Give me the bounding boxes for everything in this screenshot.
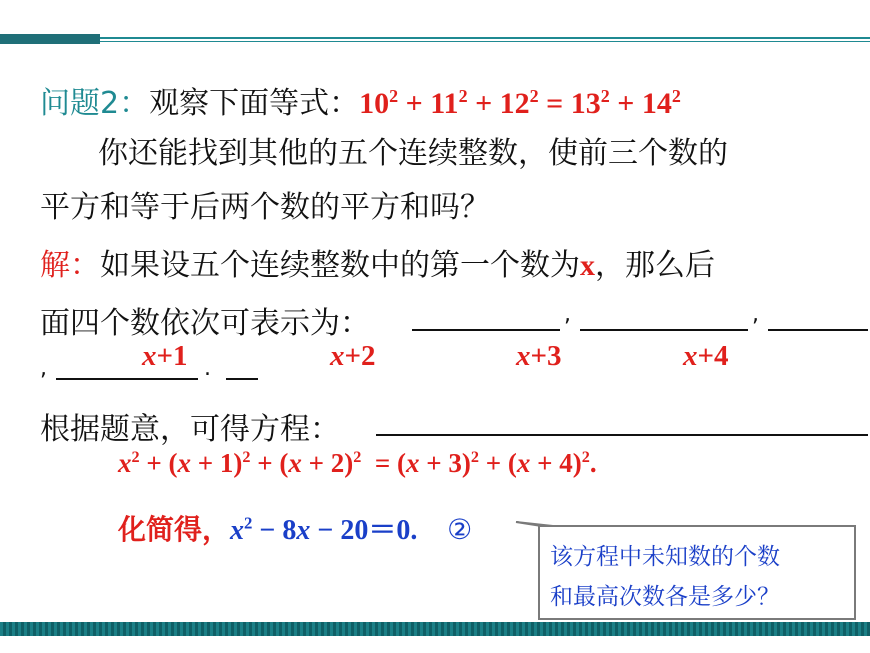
callout-line-1: 该方程中未知数的个数 bbox=[550, 544, 780, 570]
simplified-line: 化简得，$x^2 - 8x - 20=0$. ② bbox=[118, 513, 473, 546]
answer-3: x+3 bbox=[516, 340, 562, 372]
equation-prompt: 根据题意，可得方程： bbox=[40, 412, 340, 447]
footer-band bbox=[0, 622, 870, 636]
simplified-equation: $x^2 - 8x - 20=0$. bbox=[230, 513, 418, 546]
answer-1: x+1 bbox=[142, 340, 188, 372]
solution-label: 解： bbox=[40, 248, 100, 283]
variable-x: x bbox=[580, 249, 595, 282]
problem-intro: 观察下面等式： bbox=[149, 86, 360, 121]
solution-line-1: 解：如果设五个连续整数中的第一个数为x，那么后 bbox=[40, 248, 715, 283]
callout-box bbox=[538, 525, 856, 620]
problem-line-2: 你还能找到其他的五个连续整数，使前三个数的 bbox=[98, 136, 728, 171]
solution-line-2: 面四个数依次可表示为： bbox=[40, 306, 370, 341]
circled-two: ② bbox=[447, 513, 473, 546]
problem-label: 问题2： bbox=[40, 86, 150, 121]
answer-4: x+4 bbox=[683, 340, 729, 372]
equation-answer: $x^2 + (x + 1)^2 + (x + 2)^2 = (x + 3)^2 + (x + 4)^2$. bbox=[118, 448, 597, 478]
callout-line-2: 和最高次数各是多少？ bbox=[550, 584, 780, 610]
problem-line-3: 平方和等于后两个数的平方和吗？ bbox=[40, 190, 490, 225]
answer-2: x+2 bbox=[330, 340, 376, 372]
problem-equation: $10^2 + 11^2 + 12^2 = 13^2 + 14^2$ bbox=[359, 86, 681, 120]
